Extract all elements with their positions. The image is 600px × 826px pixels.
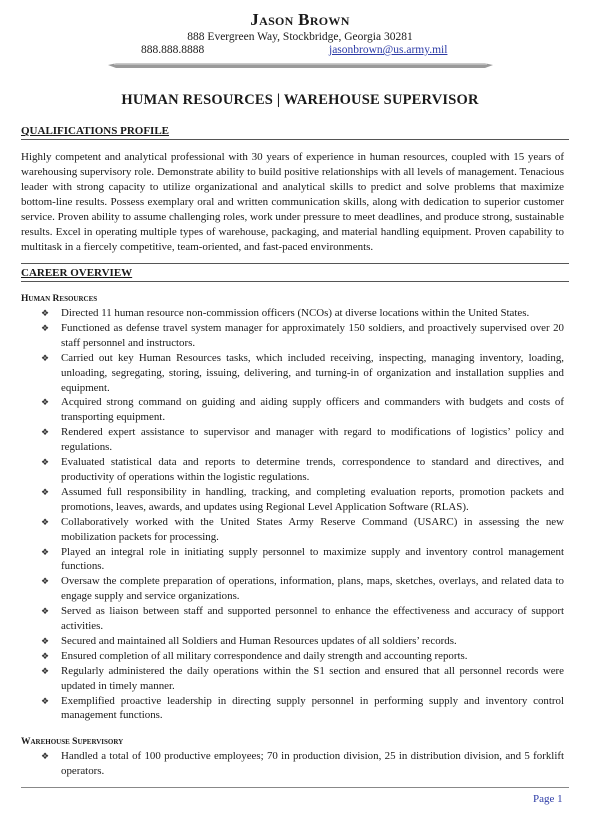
qualifications-heading: QUALIFICATIONS PROFILE <box>21 125 170 137</box>
email-link[interactable]: jasonbrown@us.army.mil <box>329 44 448 56</box>
list-item-text: Assumed full responsibility in handling, tracking, and completing evaluation reports, promotion packets and promotions, leaves, awards, and updates using Regional Level Application Software (RLAS). <box>61 485 564 513</box>
bullet-icon: ❖ <box>41 695 50 706</box>
section-divider <box>21 139 569 140</box>
bullet-icon: ❖ <box>41 576 50 587</box>
address: 888 Evergreen Way, Stockbridge, Georgia 30281 <box>187 31 413 43</box>
qualifications-text: Highly competent and analytical professional with 30 years of experience in human resources, coupled with 15 years of warehousing supervisory role. Demonstrate ability to build positive relationships with all levels of management. Tenacious leader with strong capacity to utilize organizational and analytical skills to predict and solve problems that maximize bottom-line results. Possess exemplary oral and written communication skills, along with dedication to superior customer service. Proven ability to assume challenging roles, work under pressure to meet deadlines, and produce strong, sustainable results. Excel in operating multiple types of warehouse, packaging, and material handling equipment. Proven capability to multitask in a fiercely competitive, team-oriented, and fast-paced environments. <box>21 151 564 254</box>
list-item <box>21 574 564 604</box>
list-item <box>21 634 564 649</box>
bullet-icon: ❖ <box>41 322 50 333</box>
list-item-text: Played an integral role in initiating supply personnel to maximize supply and inventory control management functions. <box>61 545 564 573</box>
bullet-icon: ❖ <box>41 650 50 661</box>
candidate-name: Jason Brown <box>250 10 350 29</box>
bullet-icon: ❖ <box>41 606 50 617</box>
list-item <box>21 604 564 634</box>
bullet-icon: ❖ <box>41 308 50 318</box>
list-item <box>21 515 564 545</box>
list-item <box>21 351 564 396</box>
list-item <box>21 749 564 779</box>
list-item-text: Exemplified proactive leadership in directing supply personnel in performing supply and inventory control management functions. <box>61 694 564 722</box>
bullet-icon: ❖ <box>41 665 50 676</box>
list-item <box>21 649 564 664</box>
list-item <box>21 306 564 321</box>
phone-number: 888.888.8888 <box>141 44 205 56</box>
footer-divider <box>21 787 569 788</box>
job-title: HUMAN RESOURCES | WAREHOUSE SUPERVISOR <box>121 92 479 108</box>
list-item-text: Regularly administered the daily operations within the S1 section and ensured that all personnel records were updated in timely manner. <box>61 664 564 692</box>
career-heading: CAREER OVERVIEW <box>21 267 133 279</box>
header-divider <box>108 62 493 69</box>
bullet-icon: ❖ <box>41 486 50 497</box>
list-item <box>21 694 564 724</box>
bullet-icon: ❖ <box>41 635 50 646</box>
list-item-text: Evaluated statistical data and reports to determine trends, correspondence to standard and directives, and productivity of operations within the logistic regulations. <box>61 456 564 483</box>
list-item-text: Handled a total of 100 productive employees; 70 in production division, 25 in distribution division, and 5 forklift operators. <box>61 750 564 777</box>
hr-bullet-list <box>21 306 564 723</box>
hr-subheading: Human Resources <box>21 294 98 304</box>
warehouse-bullet-list <box>21 749 564 779</box>
list-item <box>21 545 564 575</box>
list-item <box>21 664 564 694</box>
list-item <box>21 425 564 455</box>
bullet-icon: ❖ <box>41 352 50 363</box>
bullet-icon: ❖ <box>41 546 50 557</box>
list-item <box>21 321 564 351</box>
bullet-icon: ❖ <box>41 427 50 438</box>
list-item-text: Functioned as defense travel system manager for approximately 150 soldiers, and proactively supervised over 20 staff personnel and instructors. <box>61 321 564 349</box>
bullet-icon: ❖ <box>41 397 50 408</box>
bullet-icon: ❖ <box>41 516 50 527</box>
bullet-icon: ❖ <box>41 457 50 468</box>
bullet-icon: ❖ <box>41 751 50 761</box>
list-item-text: Carried out key Human Resources tasks, which included receiving, inspecting, managing inventory, loading, unloading, segregating, storing, issuing, delivering, and turning-in of organization and installation supplies and equipment. <box>61 351 564 394</box>
list-item-text: Ensured completion of all military correspondence and daily strength and accounting reports. <box>61 649 468 662</box>
list-item-text: Collaboratively worked with the United States Army Reserve Command (USARC) in assessing the new mobilization packets for processing. <box>61 515 564 543</box>
list-item-text: Oversaw the complete preparation of operations, information, plans, maps, sketches, overlays, and related data to engage supply and service organizations. <box>61 575 564 603</box>
section-divider <box>21 281 569 282</box>
list-item-text: Acquired strong command on guiding and aiding supply officers and commanders with budgets and costs of transporting equipment. <box>61 396 564 424</box>
list-item-text: Secured and maintained all Soldiers and Human Resources updates of all soldiers’ records. <box>61 634 457 647</box>
warehouse-subheading: Warehouse Supervisory <box>21 737 124 747</box>
list-item-text: Directed 11 human resource non-commission officers (NCOs) at diverse locations within the United States. <box>61 307 530 319</box>
list-item-text: Rendered expert assistance to supervisor and manager with regard to modifications of logistics’ policy and regulations. <box>61 426 564 454</box>
list-item-text: Served as liaison between staff and supported personnel to enhance the effectiveness and accuracy of support activities. <box>61 605 564 633</box>
page-number: Page 1 <box>533 793 563 805</box>
list-item <box>21 395 564 425</box>
section-divider <box>21 263 569 264</box>
list-item <box>21 455 564 485</box>
list-item <box>21 485 564 515</box>
